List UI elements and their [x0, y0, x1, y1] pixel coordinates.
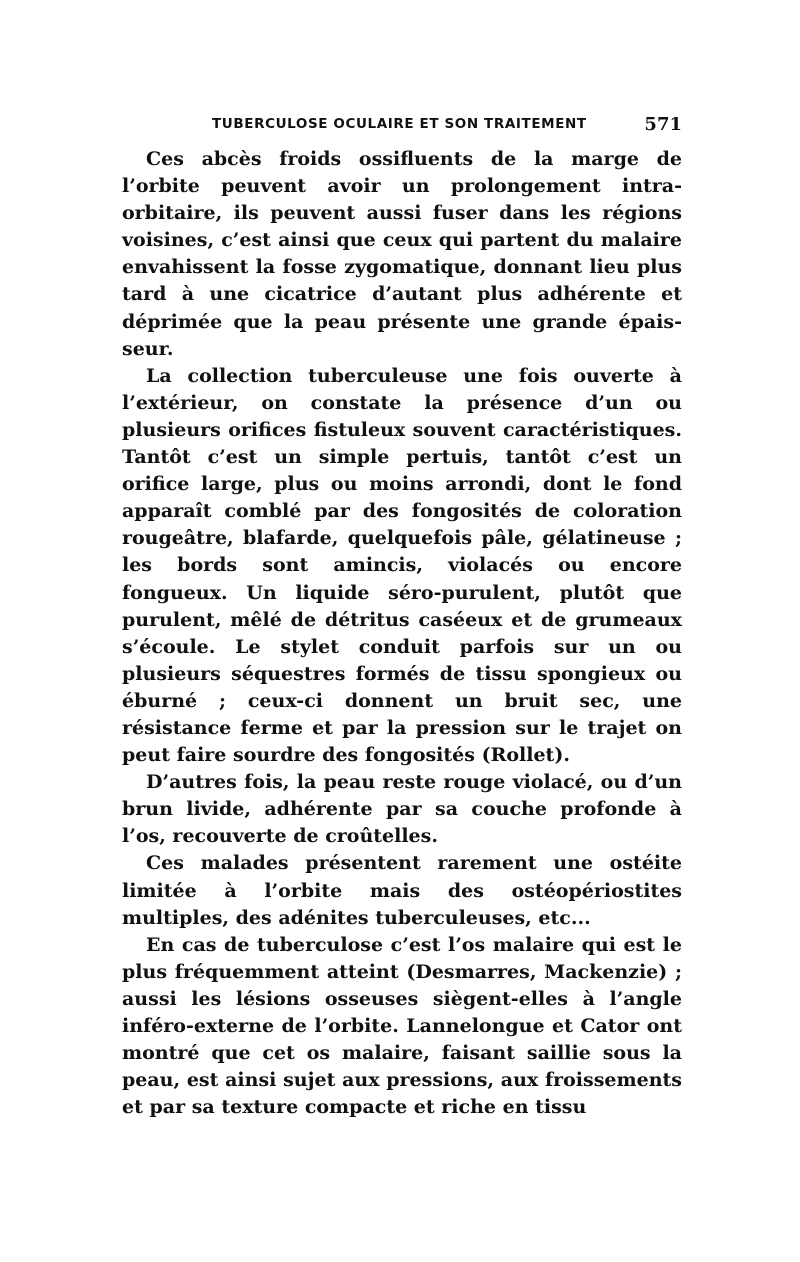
running-title: TUBERCULOSE OCULAIRE ET SON TRAITEMENT [212, 116, 587, 132]
page-number: 571 [644, 114, 682, 135]
paragraph-collection-tuberculeuse: La collection tuberculeuse une fois ouverte à l’extérieur, on constate la présence d’un ou plusieurs orifices fistuleux souvent caractéristiques. Tantôt c’est un simple pertuis, tantôt c’est un orifice large, plus ou moins arrondi, dont le fond apparaît comblé par des fongosités de coloration rougeâtre, blafarde, quelquefois pâle, gélatineuse ; les bords sont amincis, violacés ou encore fongueux. Un liquide séro-purulent, plutôt que purulent, mêlé de détritus caséeux et de grumeaux s’écoule. Le stylet conduit parfois sur un ou plusieurs séquestres formés de tissu spongieux ou éburné ; ceux-ci donnent un bruit sec, une résistance ferme et par la pression sur le trajet on peut faire sourdre des fongosités (Rollet). [122, 364, 682, 767]
paragraph-peau-rouge: D’autres fois, la peau reste rouge violacé, ou d’un brun livide, adhérente par sa couche profonde à l’os, recouverte de croûtelles. [122, 771, 682, 848]
body-text [122, 146, 682, 1121]
paragraph-abces-froids: Ces abcès froids ossifluents de la marge de l’orbite peuvent avoir un prolongement intra-orbitaire, ils peuvent aussi fuser dans les régions voisines, c’est ainsi que ceux qui partent du malaire envahissent la fosse zygomatique, donnant lieu plus tard à une cicatrice d’autant plus adhérente et déprimée que la peau présente une grande épaisseur. [122, 148, 682, 360]
paragraph-malades: Ces malades présentent rarement une ostéite limitée à l’orbite mais des ostéopériostites multiples, des adénites tuberculeuses, etc... [122, 852, 682, 929]
running-head [122, 116, 682, 140]
paragraph-os-malaire: En cas de tuberculose c’est l’os malaire qui est le plus fréquemment atteint (Desmarres, Mackenzie) ; aussi les lésions osseuses siègent-elles à l’angle inféro-externe de l’orbite. Lannelongue et Cator ont montré que cet os malaire, faisant saillie sous la peau, est ainsi sujet aux pressions, aux froissements et par sa texture compacte et riche en tissu [122, 933, 682, 1119]
